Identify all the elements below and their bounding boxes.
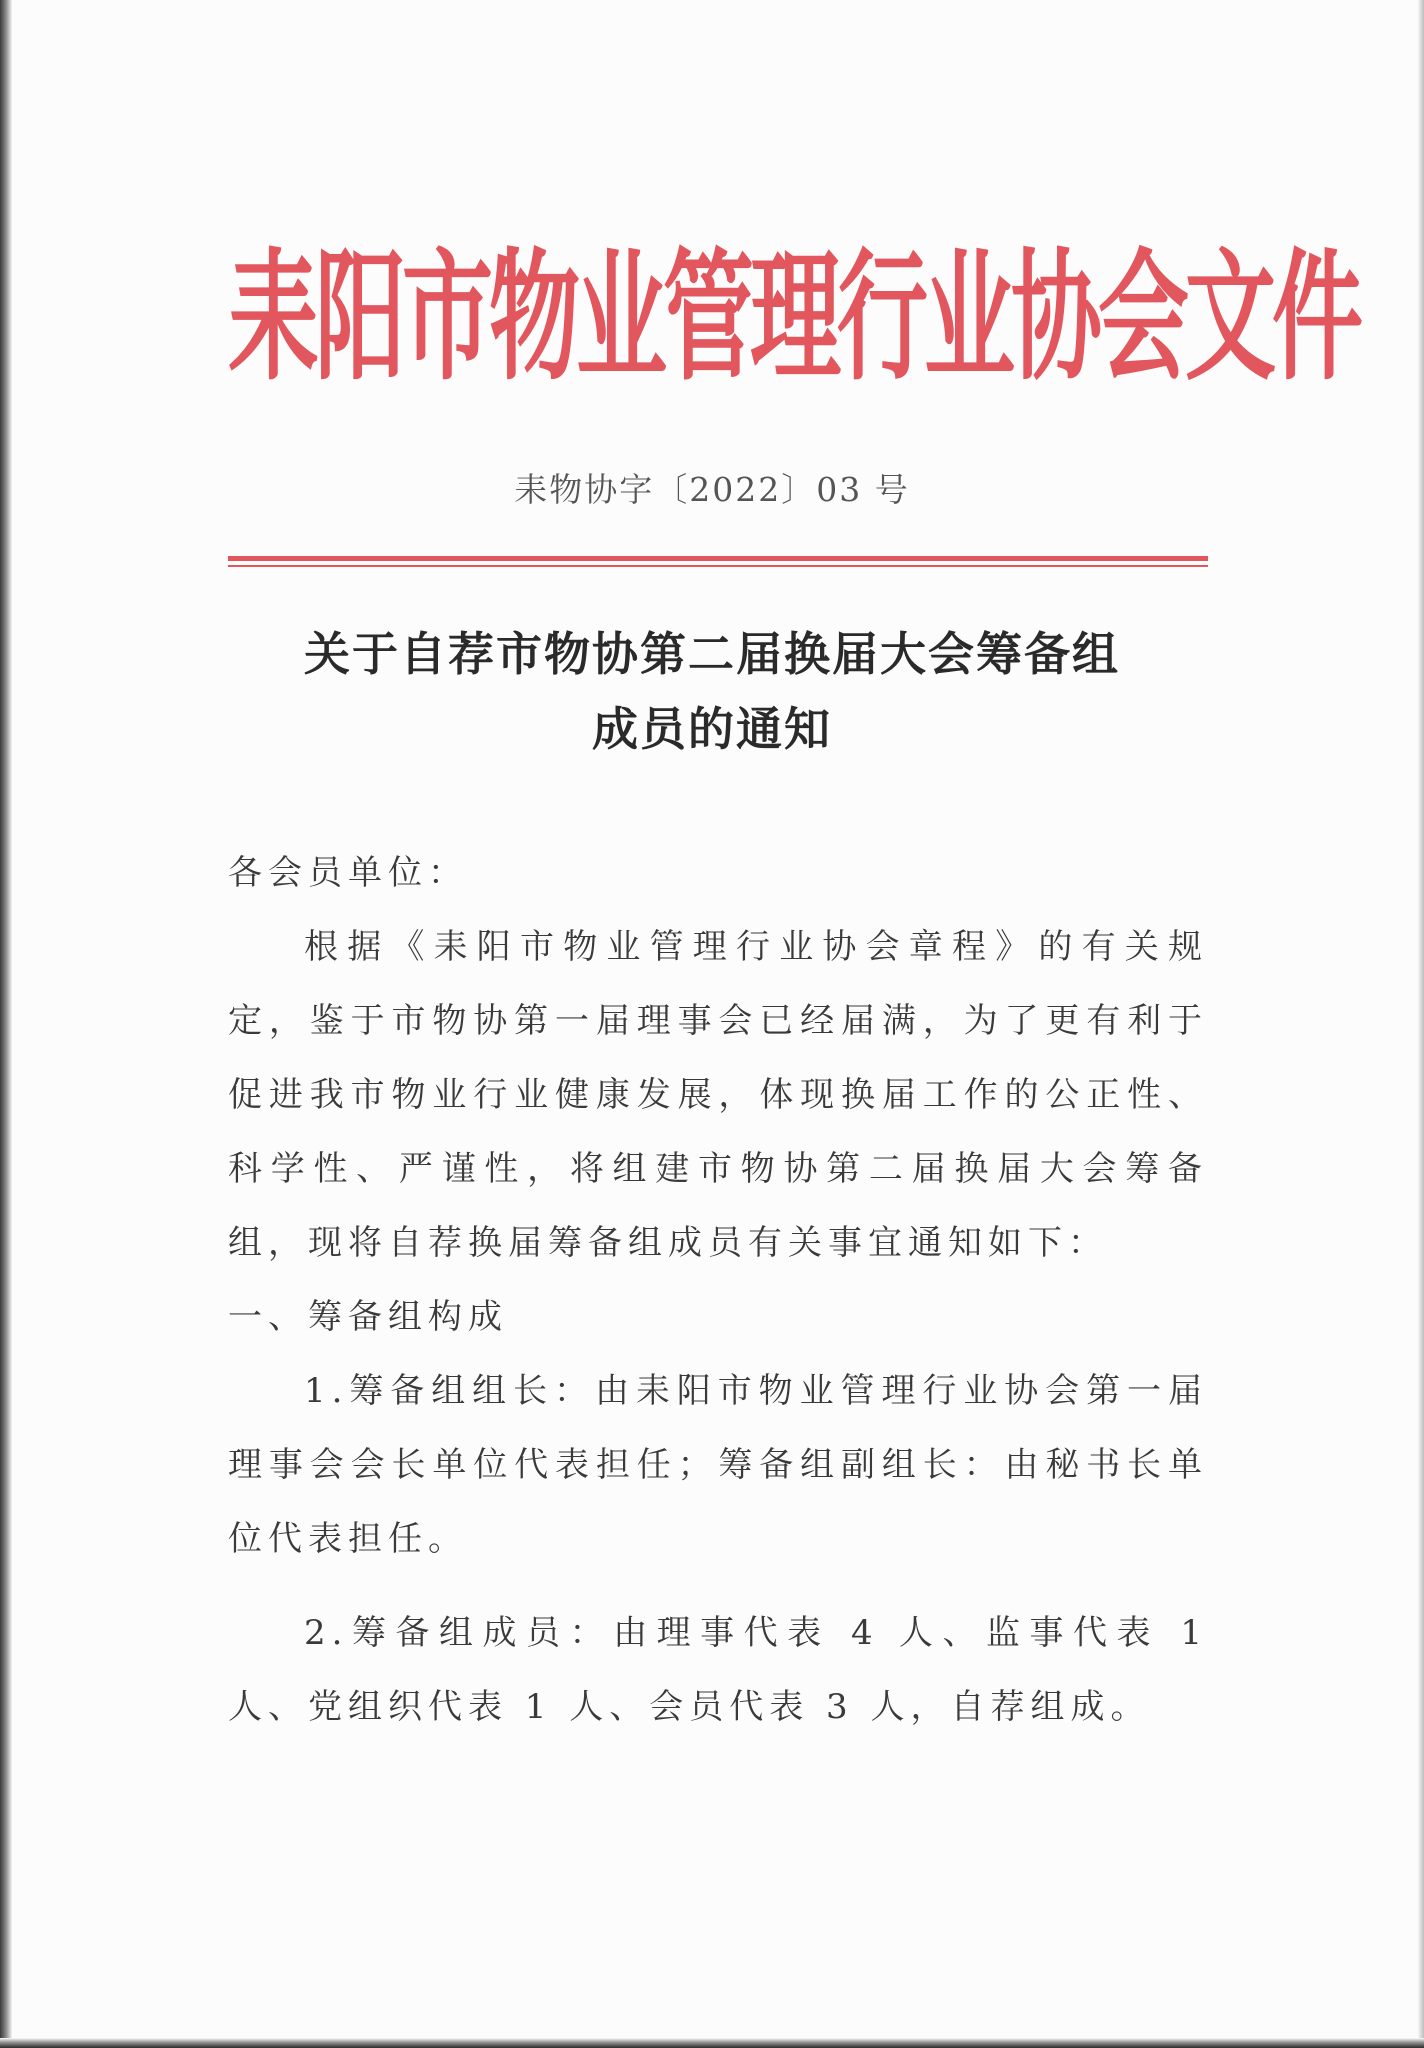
item-two-paragraph: 2.筹备组成员：由理事代表 4 人、监事代表 1 人、党组织代表 1 人、会员代表 3 人，自荐组成。 [228,1613,1208,1727]
scan-edge-right [1418,0,1424,2048]
salutation: 各会员单位： [228,853,468,893]
header-divider-thick [228,556,1208,561]
notice-title-line2: 成员的通知 [592,702,832,756]
intro-paragraph: 根据《耒阳市物业管理行业协会章程》的有关规定，鉴于市物协第一届理事会已经届满，为了更有利于促进我市物业行业健康发展，体现换届工作的公正性、科学性、严谨性，将组建市物协第二届换届大会筹备组，现将自荐换届筹备组成员有关事宜通知如下： [228,927,1208,1263]
scan-edge-left [0,0,12,2048]
item-one-paragraph: 1.筹备组组长：由耒阳市物业管理行业协会第一届理事会会长单位代表担任；筹备组副组长：由秘书长单位代表担任。 [228,1371,1208,1559]
notice-title-line1: 关于自荐市物协第二届换届大会筹备组 [304,627,1120,681]
org-file-title: 耒阳市物业管理行业协会文件 [228,235,1360,401]
scan-edge-bottom [0,2038,1424,2048]
document-number: 耒物协字〔2022〕03 号 [514,470,910,509]
section-one-heading: 一、筹备组构成 [228,1297,508,1337]
header-divider-thin [228,565,1208,567]
